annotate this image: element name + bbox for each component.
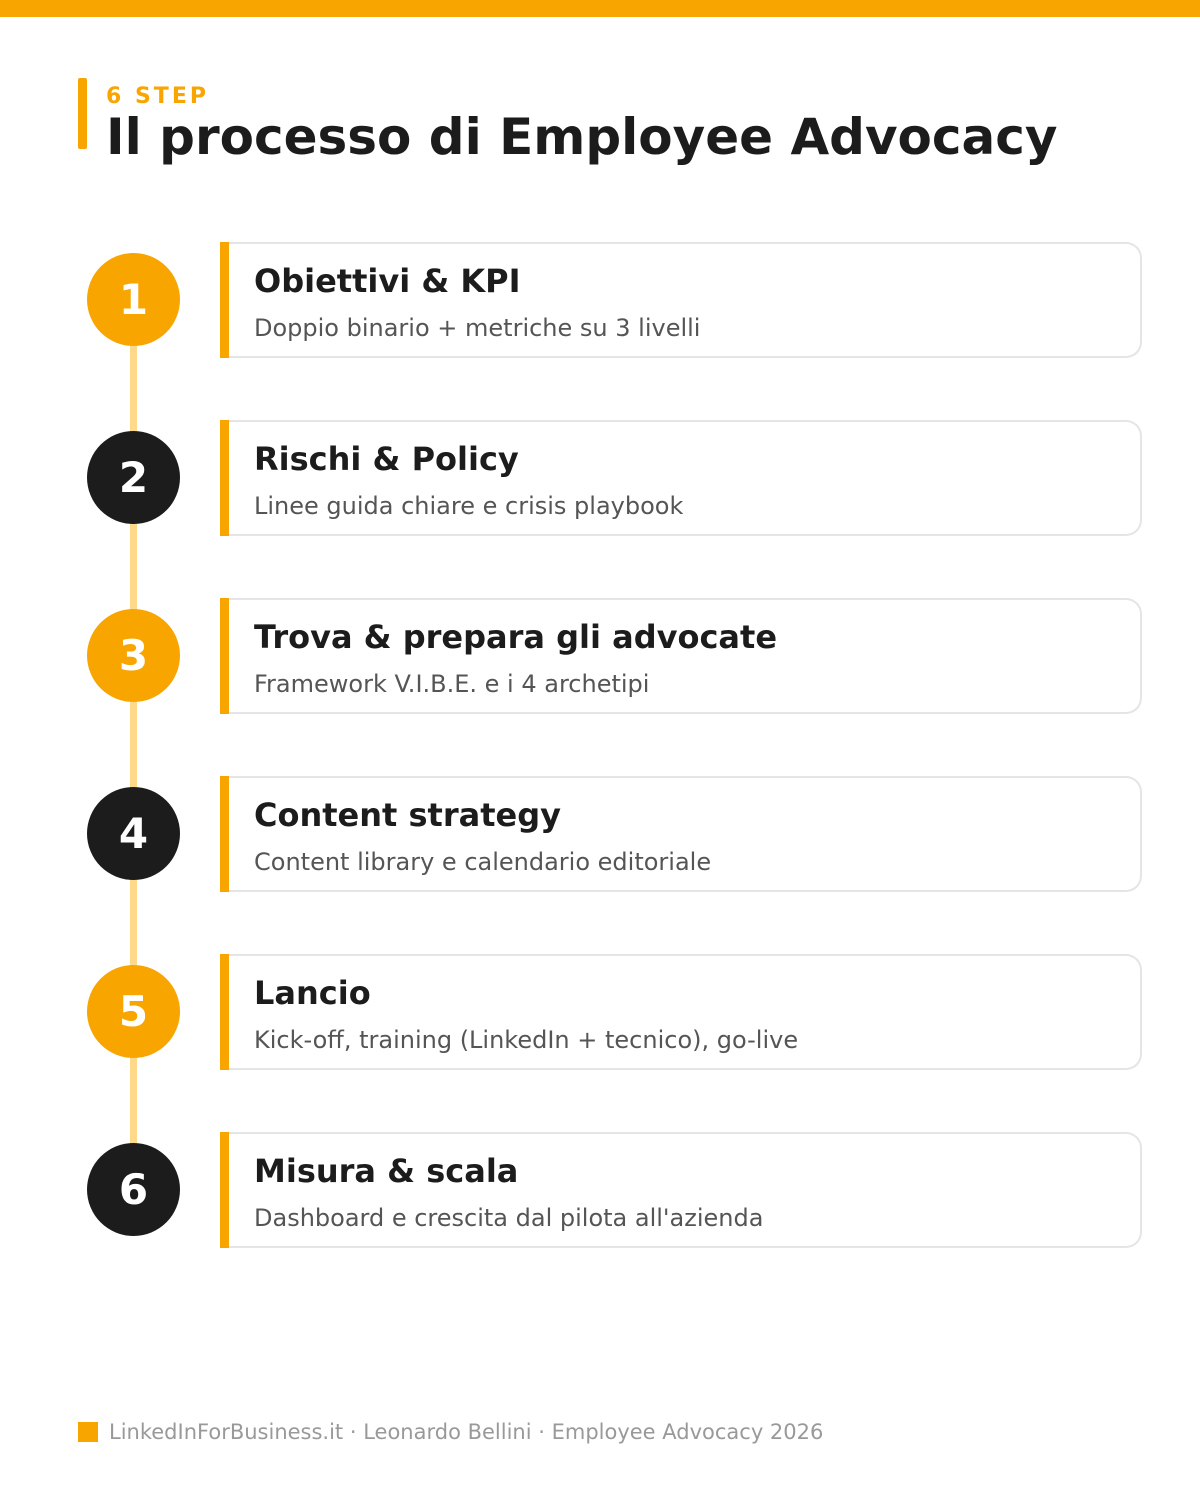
- step-number-circle: 2: [87, 431, 180, 524]
- step-card: [220, 776, 1142, 892]
- step-number-circle: 4: [87, 787, 180, 880]
- step-number-circle: 5: [87, 965, 180, 1058]
- step-card-accent: [220, 242, 229, 358]
- step-description: Doppio binario + metriche su 3 livelli: [254, 314, 701, 342]
- step-description: Kick-off, training (LinkedIn + tecnico), go-live: [254, 1026, 799, 1054]
- step-title: Misura & scala: [254, 1152, 519, 1190]
- footer: [78, 1420, 823, 1444]
- step-card: [220, 598, 1142, 714]
- step-title: Obiettivi & KPI: [254, 262, 521, 300]
- footer-square-icon: [78, 1422, 98, 1442]
- step-title: Trova & prepara gli advocate: [254, 618, 778, 656]
- step-card-accent: [220, 776, 229, 892]
- header-accent-bar: [78, 78, 87, 149]
- step-card: [220, 420, 1142, 536]
- step-number-circle: 3: [87, 609, 180, 702]
- step-card-accent: [220, 1132, 229, 1248]
- footer-credits: LinkedInForBusiness.it · Leonardo Bellini · Employee Advocacy 2026: [109, 1420, 824, 1444]
- step-card: [220, 242, 1142, 358]
- step-title: Rischi & Policy: [254, 440, 519, 478]
- step-description: Content library e calendario editoriale: [254, 848, 712, 876]
- eyebrow-label: 6 STEP: [106, 84, 209, 109]
- top-accent-bar: [0, 0, 1200, 17]
- step-card-accent: [220, 420, 229, 536]
- step-description: Framework V.I.B.E. e i 4 archetipi: [254, 670, 650, 698]
- step-card-accent: [220, 954, 229, 1070]
- step-card-accent: [220, 598, 229, 714]
- step-title: Content strategy: [254, 796, 561, 834]
- step-number-circle: 6: [87, 1143, 180, 1236]
- page-title: Il processo di Employee Advocacy: [106, 108, 1058, 166]
- step-card: [220, 1132, 1142, 1248]
- step-number-circle: 1: [87, 253, 180, 346]
- step-title: Lancio: [254, 974, 371, 1012]
- step-description: Dashboard e crescita dal pilota all'azienda: [254, 1204, 764, 1232]
- step-card: [220, 954, 1142, 1070]
- step-description: Linee guida chiare e crisis playbook: [254, 492, 684, 520]
